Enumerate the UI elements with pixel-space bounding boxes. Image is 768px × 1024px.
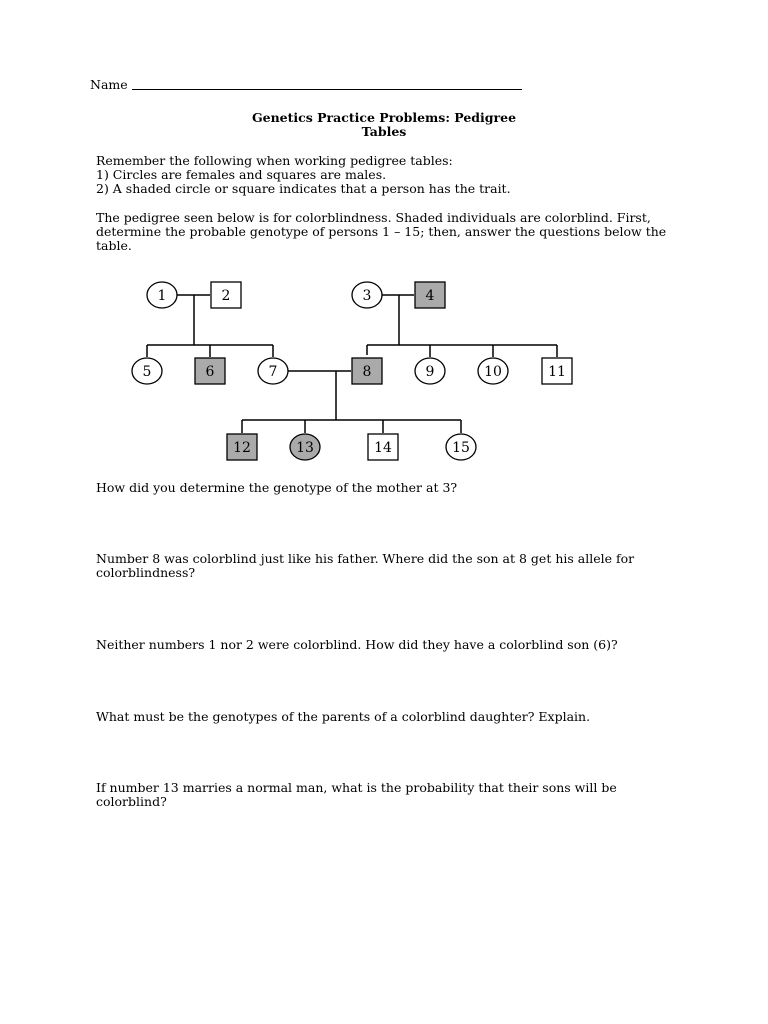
individual-number: 6 [205,364,215,380]
description-line: determine the probable genotype of persons 1 – 15; then, answer the questions below the [96,224,667,239]
individual-number: 13 [296,440,314,456]
title-line-2: Tables [361,124,407,139]
individual-7 [258,358,288,384]
name-label: Name [90,77,128,92]
individual-14 [368,434,398,460]
question-5 [96,781,686,809]
intro-line: Remember the following when working pedigree tables: [96,153,453,168]
description-line: The pedigree seen below is for colorblindness. Shaded individuals are colorblind. First, [96,210,651,225]
individual-number: 4 [425,288,435,304]
individual-1 [147,282,177,308]
title-line-1: Genetics Practice Problems: Pedigree [251,110,517,125]
question-line: What must be the genotypes of the parents of a colorblind daughter? Explain. [96,709,591,724]
individual-number: 14 [374,440,392,456]
question-line: If number 13 marries a normal man, what is the probability that their sons will be [96,780,617,795]
individual-12 [227,434,257,460]
individual-2 [211,282,241,308]
individual-number: 1 [157,288,167,304]
individual-3 [352,282,382,308]
question-4 [96,710,686,724]
individual-8 [352,358,382,384]
individual-4 [415,282,445,308]
individual-5 [132,358,162,384]
question-line: How did you determine the genotype of the mother at 3? [96,480,458,495]
question-line: Number 8 was colorblind just like his father. Where did the son at 8 get his allele for [96,551,635,566]
individual-number: 3 [362,288,372,304]
question-3 [96,638,686,652]
description-line: table. [96,238,132,253]
question-2 [96,552,686,580]
individual-number: 9 [425,364,435,380]
individual-13 [290,434,320,460]
individual-11 [542,358,572,384]
individual-number: 12 [233,440,251,456]
question-1 [96,481,686,495]
individual-6 [195,358,225,384]
individual-number: 11 [548,364,566,380]
individual-10 [478,358,508,384]
individual-number: 7 [268,364,278,380]
pedigree-individuals [132,282,572,460]
intro-line: 2) A shaded circle or square indicates that a person has the trait. [96,181,511,196]
individual-9 [415,358,445,384]
question-line: colorblind? [96,794,167,809]
individual-number: 8 [362,364,372,380]
individual-number: 2 [221,288,231,304]
question-line: Neither numbers 1 nor 2 were colorblind. How did they have a colorblind son (6)? [96,637,618,652]
individual-number: 5 [142,364,152,380]
question-line: colorblindness? [96,565,196,580]
intro-line: 1) Circles are females and squares are males. [96,167,387,182]
individual-15 [446,434,476,460]
individual-number: 15 [452,440,470,456]
individual-number: 10 [484,364,502,380]
